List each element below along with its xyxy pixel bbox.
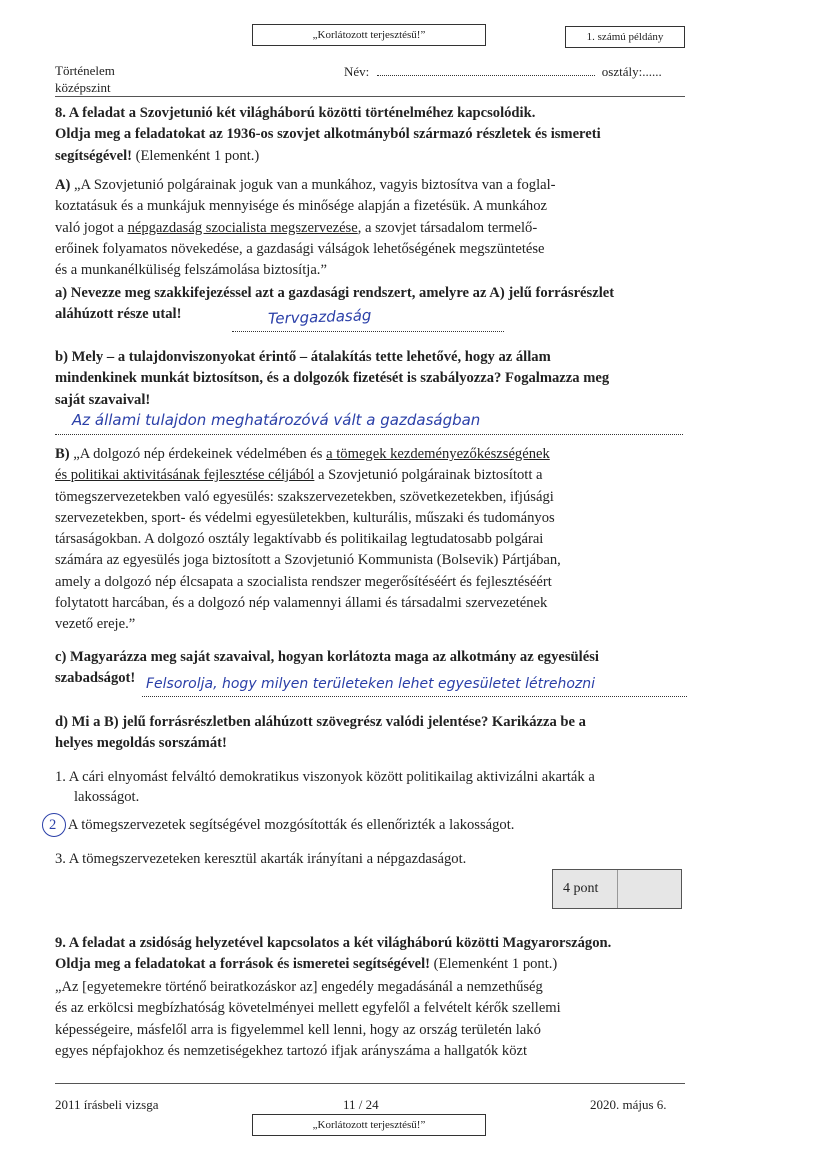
task8-title-line: 8. A feladat a Szovjetunió két világháború közötti történelméhez kapcsolódik. <box>55 105 536 121</box>
question-b-line: mindenkinek munkát biztosítson, és a dolgozók fizetését is szabályozza? Fogalmazza meg <box>55 370 610 387</box>
task9-title-bold: Oldja meg a feladatokat a források és ismeretei segítségével! <box>55 956 431 973</box>
task8-title-bold: segítségével! <box>55 147 132 164</box>
option-1-text: A cári elnyomást felváltó demokratikus viszonyok között politikailag aktivizálni akarták a <box>68 769 595 785</box>
task9-title <box>55 933 705 976</box>
question-b-line: b) Mely – a tulajdonviszonyokat érintő – átalakítás tette lehetővé, hogy az állam <box>55 349 551 365</box>
task8-points-note: (Elemenként 1 pont.) <box>132 147 260 164</box>
level: középszint <box>55 80 111 95</box>
source-b-label: B) <box>55 446 70 462</box>
question-b-line: saját szavaival! <box>55 391 151 408</box>
source-b-line: vezető ereje.” <box>55 616 136 633</box>
task9-source-line: képességeire, másfelől arra is figyelemmel kell lenni, hogy az ország területén lakó <box>55 1021 541 1038</box>
question-d <box>55 712 695 755</box>
answer-c-handwriting: Felsorolja, hogy milyen területeken lehet egyesületet létrehozni <box>146 676 596 692</box>
answer-b-field[interactable] <box>55 433 683 435</box>
option-1-line: lakosságot. <box>74 789 140 805</box>
source-b-underlined: és politikai aktivitásának fejlesztése céljából <box>55 467 315 484</box>
task9-source <box>55 977 695 1062</box>
option-2[interactable] <box>49 815 689 835</box>
footer-page-number: 11 / 24 <box>343 1097 379 1112</box>
source-b-line <box>55 444 695 465</box>
option-2-text: A tömegszervezetek segítségével mozgósították és ellenőrizték a lakosságot. <box>67 817 515 833</box>
question-d-line: d) Mi a B) jelű forrásrészletben aláhúzott szövegrész valódi jelentése? Karikázza be a <box>55 714 586 730</box>
source-a-underlined: népgazdaság szocialista megszervezése <box>127 219 358 236</box>
source-b-line: szervezetekben, sport- és védelmi egyesületekben, kulturális, műszaki és tudományos <box>55 509 555 526</box>
task9-title-line: 9. A feladat a zsidóság helyzetével kapcsolatos a két világháború közötti Magyarországon. <box>55 935 612 951</box>
question-d-line: helyes megoldás sorszámát! <box>55 735 227 752</box>
restricted-distribution-box <box>252 24 486 46</box>
source-b-line <box>55 465 695 486</box>
option-3[interactable] <box>55 849 695 869</box>
footer-exam: 2011 írásbeli vizsga <box>55 1097 159 1112</box>
question-b <box>55 347 695 411</box>
source-a <box>55 175 695 281</box>
header-rule <box>55 96 685 97</box>
source-a-text: , a szovjet társadalom termelő- <box>357 219 538 236</box>
task9-source-line: „Az [egyetemekre történő beiratkozáskor az] engedély megadásánál a nemzethűség <box>55 979 543 995</box>
task8-title-line: Oldja meg a feladatokat az 1936-os szovjet alkotmányból származó részletek és ismereti <box>55 126 601 143</box>
source-a-line: és a munkanélküliség felszámolása biztosítja.” <box>55 262 327 279</box>
class-label: osztály:...... <box>601 64 662 79</box>
footer-rule <box>55 1083 685 1084</box>
source-a-line <box>55 175 695 196</box>
answer-a-field[interactable] <box>232 330 504 332</box>
source-b-text: a Szovjetunió polgárainak biztosított a <box>314 467 543 484</box>
score-box <box>552 869 682 909</box>
question-a-line: aláhúzott része utal! <box>55 306 182 323</box>
option-1[interactable] <box>55 767 695 807</box>
source-b-line: folytatott harcában, és a dolgozó nép valamennyi állami és társadalmi szervezetének <box>55 595 548 612</box>
option-3-text: A tömegszervezeteken keresztül akarták irányítani a népgazdaságot. <box>68 851 467 867</box>
source-a-label: A) <box>55 177 71 193</box>
option-1-line <box>55 767 695 787</box>
source-a-line <box>55 218 695 239</box>
source-a-text: való jogot a <box>55 219 128 236</box>
task8-title <box>55 103 695 167</box>
source-b-underlined: a tömegek kezdeményezőkészségének <box>326 446 550 462</box>
copy-number-box <box>565 26 685 48</box>
source-b-line: tömegszervezetekben való egyesülés: szakszervezetekben, szövetkezetekben, ifjúsági <box>55 488 554 505</box>
score-entry-field[interactable] <box>618 870 681 908</box>
subject: Történelem <box>55 63 115 78</box>
source-b-line: számára az egyesülés joga biztosított a Szovjetunió Kommunista (Bolsevik) Pártjában, <box>55 552 561 569</box>
task9-source-line: és az erkölcsi megbízhatóság követelményei mellett egyfelől a felvételt kérők szellemi <box>55 1000 561 1017</box>
name-label: Név: <box>344 64 370 79</box>
restricted-distribution-box-bottom <box>252 1114 486 1136</box>
source-b-line: társaságokban. A dolgozó osztály legaktívabb és politikailag legtudatosabb polgárai <box>55 531 544 548</box>
task9-source-line: egyes népfajokhoz és nemzetiségekhez tartozó ifjak arányszáma a hallgatók közt <box>55 1042 528 1059</box>
option-3-number: 3. <box>55 851 66 867</box>
question-c-line: szabadságot! <box>55 670 136 687</box>
answer-c-field[interactable] <box>142 695 687 697</box>
source-b <box>55 444 695 636</box>
name-line <box>344 64 662 80</box>
answer-b-handwriting: Az állami tulajdon meghatározóvá vált a gazdaságban <box>72 411 481 429</box>
footer-date: 2020. május 6. <box>590 1097 667 1112</box>
source-b-text: „A dolgozó nép érdekeinek védelmében és <box>69 446 327 462</box>
source-a-text: „A Szovjetunió polgárainak joguk van a munkához, vagyis biztosítva van a foglal- <box>70 177 556 193</box>
copy-number: 1. számú példány <box>586 31 664 43</box>
question-a <box>55 283 695 326</box>
task8-title-line <box>55 146 695 167</box>
answer-a-handwriting: Tervgazdaság <box>267 306 372 328</box>
option-1-number: 1. <box>55 769 66 785</box>
source-a-line: koztatásuk és a munkájuk mennyisége és minősége alapján a fizetésük. A munkához <box>55 198 547 215</box>
option-2-number: 2 <box>49 817 57 833</box>
restricted-label-bottom: „Korlátozott terjesztésű!” <box>312 1119 426 1131</box>
name-field[interactable] <box>377 75 595 76</box>
question-a-line: a) Nevezze meg szakkifejezéssel azt a gazdasági rendszert, amelyre az A) jelű forrásrészlet <box>55 285 615 301</box>
subject-block <box>55 62 115 96</box>
question-c-line: c) Magyarázza meg saját szavaival, hogyan korlátozta maga az alkotmány az egyesülési <box>55 649 599 665</box>
score-label: 4 pont <box>563 881 599 896</box>
task9-title-line <box>55 954 705 975</box>
source-a-line: erőinek folyamatos növekedése, a gazdasági válságok lehetőségének megszüntetése <box>55 240 545 257</box>
task9-points-note: (Elemenként 1 pont.) <box>430 956 558 973</box>
source-b-line: amely a dolgozó nép élcsapata a szocialista rendszer megerősítéséért és fejlesztéséért <box>55 573 552 590</box>
restricted-label: „Korlátozott terjesztésű!” <box>312 29 426 41</box>
